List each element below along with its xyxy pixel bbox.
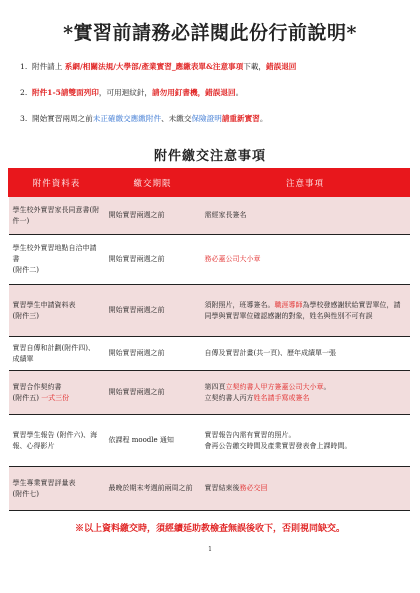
instruction-text: ，可用迴紋針， (98, 88, 153, 97)
table-row (9, 337, 410, 371)
cell-attachment (9, 467, 105, 511)
instruction-text: 開始實習兩周之前 (32, 114, 93, 123)
instruction-number: 2. (20, 88, 28, 97)
cell-text: (附件五) (12, 393, 42, 402)
instruction-text: 下載， (243, 62, 267, 71)
instruction-item-1 (20, 62, 405, 72)
cell-text: (附件七) (12, 489, 39, 498)
cell-notes (201, 197, 410, 235)
section-title: 附件繳交注意事項 (153, 149, 266, 164)
instruction-number: 1. (20, 62, 28, 71)
header-attachment: 附件資料表 (9, 169, 105, 197)
cell-text: 開始實習兩週之前 (108, 255, 165, 263)
instruction-text: 請重新實習 (221, 114, 260, 123)
cell-deadline (105, 415, 201, 467)
cell-deadline (105, 371, 201, 415)
attachment-table (8, 168, 410, 511)
instruction-text: 。 (259, 114, 268, 123)
table-row (9, 235, 410, 285)
cell-text: 實習報告內需有實習的照片。 (204, 430, 296, 439)
page-number: 1 (208, 546, 212, 553)
cell-text: 依課程 moodle 通知 (108, 436, 174, 444)
instruction-text: 、未繳交 (161, 114, 192, 123)
table-row (9, 197, 410, 235)
cell-text: 實習結束後 (204, 484, 240, 492)
cell-notes (201, 467, 410, 511)
instruction-text: 錯誤退回 (266, 62, 297, 71)
cell-attachment (9, 415, 105, 467)
page-title: *實習前請務必詳閱此份行前說明* (63, 22, 357, 44)
cell-text: 立契約書人丙方 (204, 393, 254, 402)
cell-deadline (105, 467, 201, 511)
cell-text: 實習自傳和計劃(附件四)、成績單 (12, 343, 95, 363)
instruction-text: 系網/相關法規/大學部/產業實習_應繳表單&注意事項 (64, 62, 244, 71)
cell-text: 學生校外實習家長同意書(附件一) (12, 205, 100, 225)
cell-notes (201, 337, 410, 371)
table-header-row (9, 169, 410, 197)
header-deadline: 繳交期限 (105, 169, 201, 197)
cell-text: 實習學生申請資料表 (12, 300, 76, 309)
cell-text: 學生專業實習評量表 (12, 478, 76, 487)
cell-text: 最晚於期末考週前兩周之前 (108, 484, 193, 492)
cell-attachment (9, 371, 105, 415)
instruction-text: 附件請上 (32, 62, 65, 71)
cell-attachment (9, 197, 105, 235)
cell-text: (附件三) (12, 311, 39, 320)
instruction-text: 保險證明 (191, 114, 222, 123)
instruction-text: 未正確繳交應繳附件 (92, 114, 162, 123)
table-row (9, 371, 410, 415)
cell-text: 開始實習兩週之前 (108, 349, 165, 357)
cell-attachment (9, 285, 105, 337)
table-row (9, 467, 410, 511)
cell-text: 實習學生報告 (附件六)、海報、心得影片 (12, 430, 98, 450)
cell-text: 實習合作契約書 (12, 382, 62, 391)
cell-text: 職涯導師 (274, 300, 303, 309)
cell-text: 第四頁 (204, 382, 226, 391)
instruction-text: 請勿用釘書機，錯誤退回 (152, 88, 236, 97)
cell-deadline (105, 285, 201, 337)
cell-text: 需經家長簽名 (204, 211, 247, 219)
cell-text: 須附照片，班導簽名。 (204, 300, 275, 309)
cell-text: 。 (323, 382, 331, 391)
instruction-item-2 (20, 88, 405, 98)
cell-text: 開始實習兩週之前 (108, 306, 165, 314)
table-row (9, 285, 410, 337)
cell-notes (201, 235, 410, 285)
cell-text: 會再公告繳交時間及產業實習發表會上課時間。 (204, 441, 352, 450)
cell-text: 姓名請手寫或簽名 (253, 393, 310, 402)
table-body (9, 197, 410, 511)
cell-notes (201, 285, 410, 337)
footer-note: ※以上資料繳交時，須經續延助教檢查無誤後收下，否則視同缺交。 (74, 524, 345, 534)
cell-text: 學生校外實習地點自洽申請書 (12, 244, 97, 263)
cell-text: 立契約書人甲方簽蓋公司大小章 (225, 382, 324, 391)
cell-text: 為學校發感謝狀給實習單位，請同學與實習單位確認感謝的對象，姓名與性別不可有誤 (204, 300, 401, 320)
cell-notes (201, 415, 410, 467)
cell-deadline (105, 235, 201, 285)
cell-deadline (105, 337, 201, 371)
cell-text: 開始實習兩週之前 (108, 388, 165, 396)
table-row (9, 415, 410, 467)
cell-text: 務必蓋公司大小章 (204, 255, 261, 263)
header-notes: 注意事項 (201, 169, 410, 197)
instruction-text: 附件1-5請雙面列印 (32, 88, 99, 97)
cell-notes (201, 371, 410, 415)
cell-text: 自傳及實習計畫(共一頁)、歷年成績單一張 (204, 349, 336, 357)
cell-deadline (105, 197, 201, 235)
cell-text: 務必交回 (239, 484, 268, 492)
instruction-text: 。 (235, 88, 244, 97)
instruction-item-3 (20, 114, 405, 124)
cell-text: 開始實習兩週之前 (108, 211, 165, 219)
cell-text: (附件二) (12, 266, 39, 274)
cell-text: 一式三份 (41, 393, 70, 402)
cell-attachment (9, 235, 105, 285)
instruction-number: 3. (20, 114, 28, 123)
cell-attachment (9, 337, 105, 371)
